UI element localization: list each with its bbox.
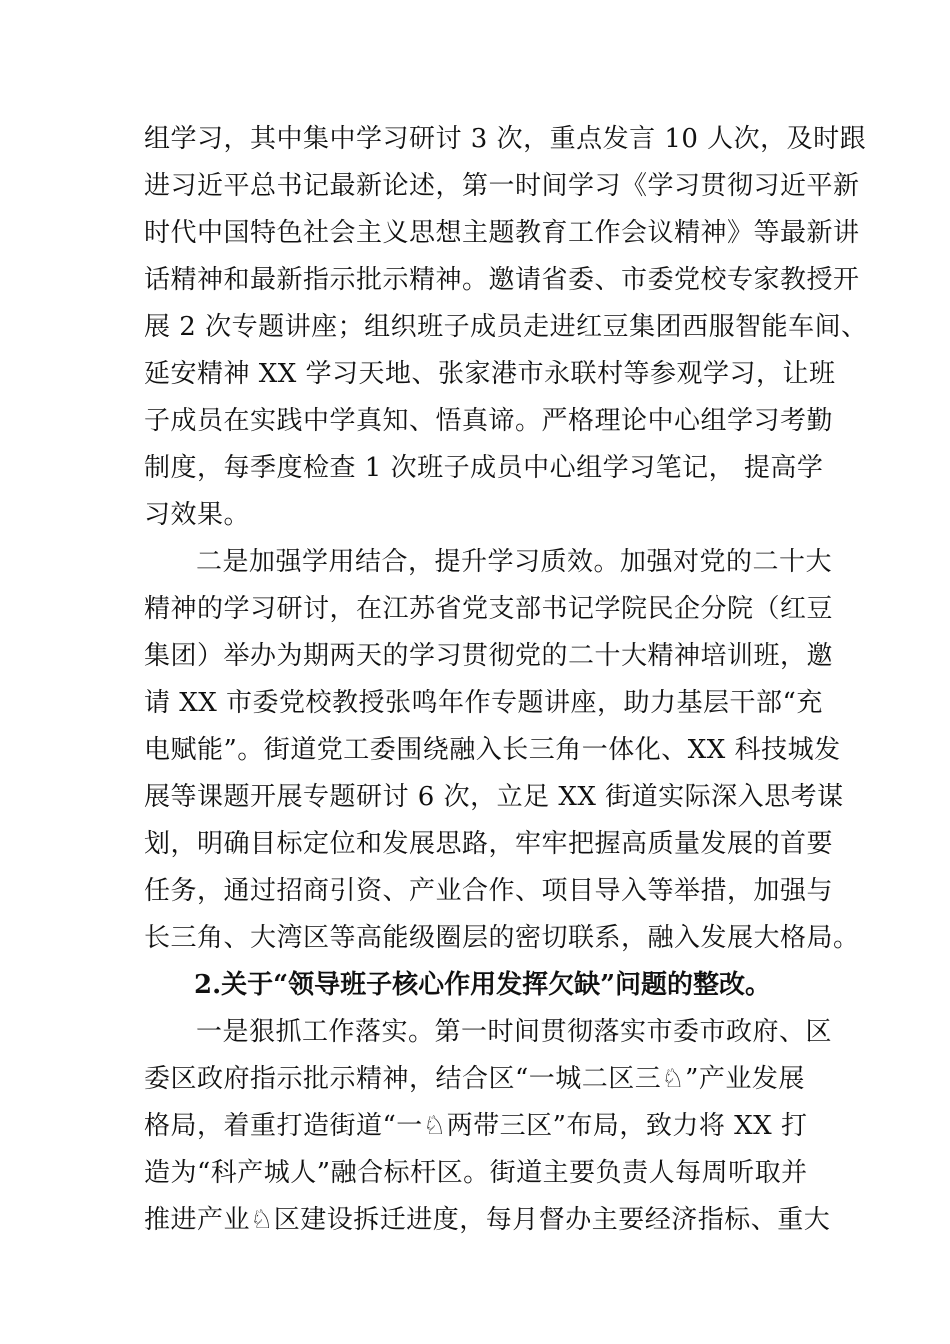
text-line: 请 XX 市委党校教授张鸣年作专题讲座，助力基层干部“充 [144,688,823,718]
text-line: 电赋能”。街道党工委围绕融入长三角一体化、XX 科技城发 [144,735,841,765]
text-line: 任务，通过招商引资、产业合作、项目导入等举措，加强与 [144,876,834,906]
text-line: 时代中国特色社会主义思想主题教育工作会议精神》等最新讲 [144,218,860,248]
text-line: 制度，每季度检查 1 次班子成员中心组学习笔记， 提高学 [144,453,824,483]
text-line: 长三角、大湾区等高能级圈层的密切联系，融入发展大格局。 [144,923,860,953]
text-line: 造为“科产城人”融合标杆区。街道主要负责人每周听取并 [144,1158,808,1188]
text-line: 话精神和最新指示批示精神。邀请省委、市委党校专家教授开 [144,265,860,295]
paragraph-start-line: 二是加强学用结合，提升学习质效。加强对党的二十大 [196,547,833,577]
paragraph-start-line: 一是狠抓工作落实。第一时间贯彻落实市委市政府、区 [196,1017,833,1047]
text-line: 格局，着重打造街道“一♘两带三区”布局，致力将 XX 打 [144,1111,808,1141]
text-line: 集团）举办为期两天的学习贯彻党的二十大精神培训班，邀 [144,641,834,671]
text-line: 子成员在实践中学真知、悟真谛。严格理论中心组学习考勤 [144,406,834,436]
text-line: 推进产业♘区建设拆迁进度，每月督办主要经济指标、重大 [144,1205,831,1235]
text-line: 组学习，其中集中学习研讨 3 次，重点发言 10 人次，及时跟 [144,124,867,154]
document-body [144,116,868,1244]
text-line: 展等课题开展专题研讨 6 次，立足 XX 街道实际深入思考谋 [144,782,844,812]
text-line: 进习近平总书记最新论述，第一时间学习《学习贯彻习近平新 [144,171,860,201]
section-heading: 2.关于“领导班子核心作用发挥欠缺”问题的整改。 [194,970,772,1000]
text-line: 延安精神 XX 学习天地、张家港市永联村等参观学习，让班 [144,359,836,389]
text-line: 展 2 次专题讲座；组织班子成员走进红豆集团西服智能车间、 [144,312,868,342]
text-line: 习效果。 [144,500,251,530]
text-line: 委区政府指示批示精神，结合区“一城二区三♘”产业发展 [144,1064,805,1094]
text-line: 精神的学习研讨，在江苏省党支部书记学院民企分院（红豆 [144,594,834,624]
text-line: 划，明确目标定位和发展思路，牢牢把握高质量发展的首要 [144,829,834,859]
